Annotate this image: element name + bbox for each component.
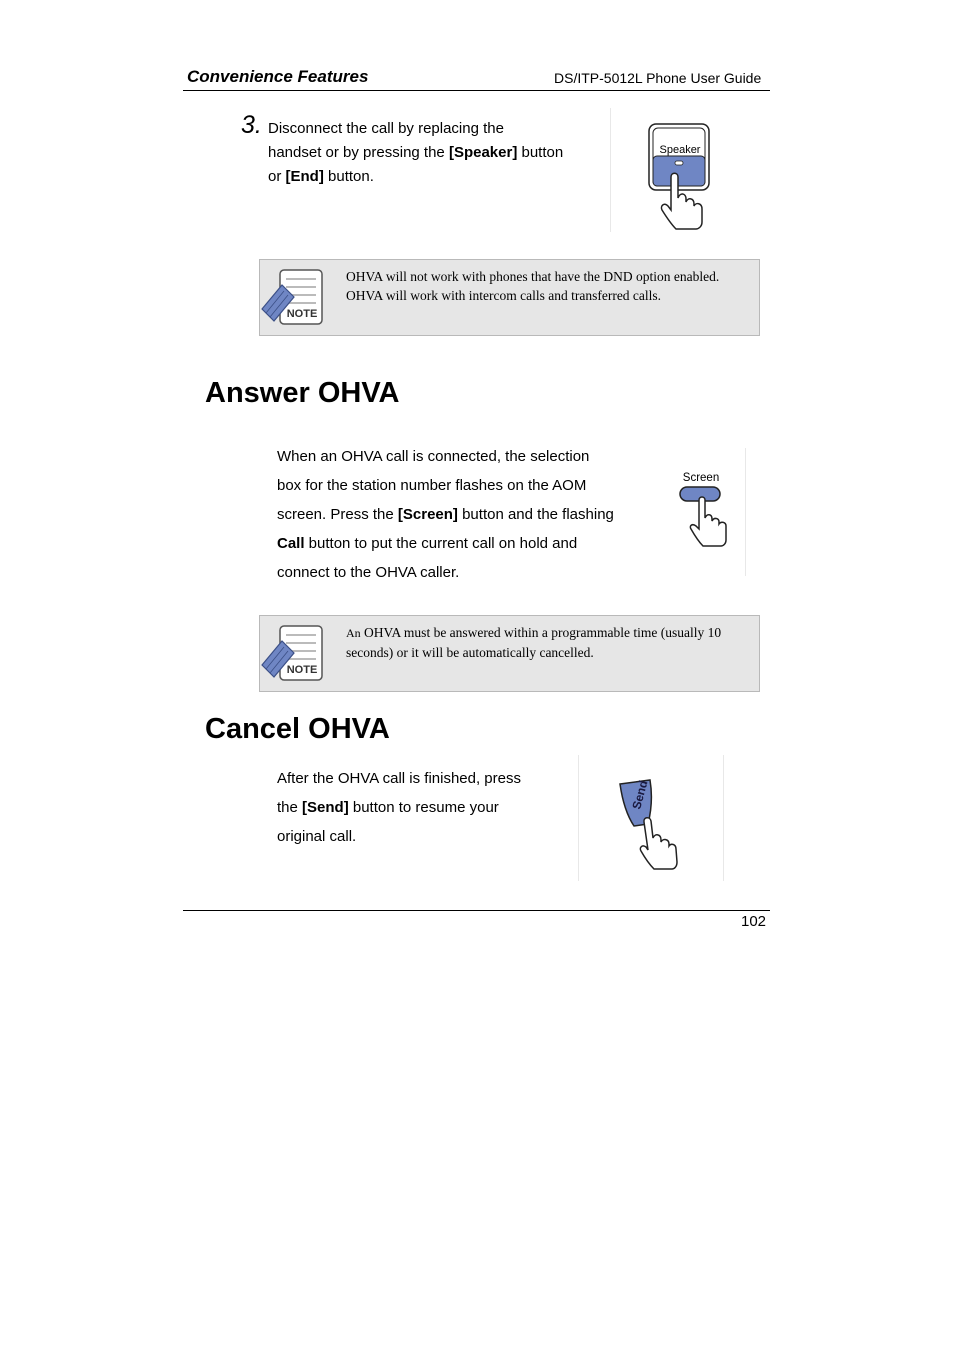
answer-ohva-heading: Answer OHVA bbox=[205, 377, 400, 409]
cancel-line-3: original call. bbox=[277, 828, 357, 845]
screen-key-icon bbox=[672, 466, 734, 550]
answer-line-3: screen. Press the [Screen] button and the flashing bbox=[277, 506, 614, 523]
cancel-line-1: After the OHVA call is finished, press bbox=[277, 770, 521, 787]
note-line-1: An OHVA must be answered within a programmable time (usually 10 bbox=[346, 625, 722, 640]
note-line-1: OHVA will not work with phones that have the DND option enabled. bbox=[346, 269, 720, 284]
note-icon-label: NOTE bbox=[286, 308, 318, 320]
answer-ohva-text bbox=[277, 442, 614, 587]
note-icon bbox=[260, 623, 326, 683]
call-key-ref: Call bbox=[277, 535, 305, 552]
note-text bbox=[346, 623, 746, 662]
header-rule bbox=[183, 90, 770, 91]
cancel-ohva-heading: Cancel OHVA bbox=[205, 713, 390, 745]
guide-title: DS/ITP-5012L Phone User Guide bbox=[554, 70, 762, 86]
note-icon-label: NOTE bbox=[286, 664, 318, 676]
screen-button-figure bbox=[672, 466, 734, 550]
note-icon bbox=[260, 267, 326, 327]
send-key-ref: [Send] bbox=[302, 799, 349, 816]
hand-pointer-icon bbox=[690, 497, 726, 546]
cancel-ohva-text bbox=[277, 764, 521, 851]
send-key-label: Send bbox=[629, 778, 651, 811]
note-text bbox=[346, 267, 746, 305]
figure-divider bbox=[723, 755, 724, 881]
hand-pointer-icon bbox=[640, 818, 677, 869]
note-line-2: seconds) or it will be automatically cancelled. bbox=[346, 645, 594, 660]
footer-rule bbox=[183, 910, 770, 911]
speaker-key-icon bbox=[640, 120, 722, 232]
answer-line-1: When an OHVA call is connected, the selection bbox=[277, 448, 590, 465]
send-key-icon bbox=[612, 778, 684, 874]
screen-key-label: Screen bbox=[682, 472, 720, 484]
answer-line-2: box for the station number flashes on the AOM bbox=[277, 477, 587, 494]
step-3-text bbox=[268, 117, 598, 189]
figure-divider bbox=[610, 108, 611, 232]
screen-key-ref: [Screen] bbox=[397, 506, 458, 523]
answer-line-5: connect to the OHVA caller. bbox=[277, 564, 460, 581]
step-number: 3. bbox=[241, 111, 262, 139]
figure-divider bbox=[745, 448, 746, 576]
speaker-button-figure bbox=[640, 120, 722, 232]
note-line-2: OHVA will work with intercom calls and transferred calls. bbox=[346, 288, 662, 303]
step-3-line-3: or [End] button. bbox=[268, 168, 374, 185]
note-box-dnd bbox=[259, 259, 760, 336]
step-3-line-1: Disconnect the call by replacing the bbox=[268, 120, 504, 137]
page-number: 102 bbox=[741, 913, 767, 930]
step-3-line-2: handset or by pressing the [Speaker] button bbox=[268, 144, 564, 161]
figure-divider bbox=[578, 755, 579, 881]
note-box-timeout bbox=[259, 615, 760, 692]
cancel-line-2: the [Send] button to resume your bbox=[277, 799, 499, 816]
speaker-key-ref: [Speaker] bbox=[448, 144, 518, 161]
end-key-ref: [End] bbox=[285, 168, 324, 185]
answer-line-4: Call button to put the current call on hold and bbox=[277, 535, 578, 552]
speaker-key-label: Speaker bbox=[659, 144, 701, 156]
send-button-figure bbox=[612, 778, 684, 874]
section-title: Convenience Features bbox=[187, 67, 369, 86]
